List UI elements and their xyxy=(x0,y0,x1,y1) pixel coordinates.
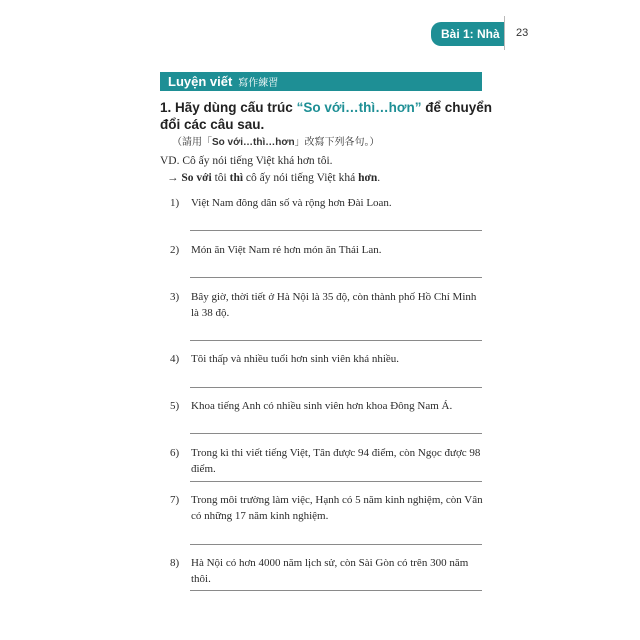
section-header xyxy=(160,72,482,91)
answer-line[interactable] xyxy=(190,590,482,591)
item-number: 1) xyxy=(170,197,180,209)
example-thi: thì xyxy=(229,172,244,184)
item-number: 8) xyxy=(170,557,180,569)
example-answer xyxy=(167,172,380,184)
example-so-voi: So với xyxy=(181,172,212,184)
task-number: 1. xyxy=(160,100,172,115)
item-number: 6) xyxy=(170,447,180,459)
item-text: Món ăn Việt Nam rẻ hơn món ăn Thái Lan. xyxy=(191,244,382,256)
item-text: Việt Nam đông dân số và rộng hơn Đài Loan. xyxy=(191,197,392,209)
answer-line[interactable] xyxy=(190,481,482,482)
item-text: Trong môi trường làm việc, Hạnh có 5 năm kinh nghiệm, còn Vân có những 17 năm kinh nghiệm. xyxy=(191,494,483,522)
task-structure: “So với…thì…hơn” xyxy=(296,100,422,115)
item-text: Hà Nội có hơn 4000 năm lịch sử, còn Sài Gòn có trên 300 năm thôi. xyxy=(191,557,469,585)
task-cn-prefix: （請用「 xyxy=(172,137,212,148)
item-text: Trong kì thi viết tiếng Việt, Tân được 94 điểm, còn Ngọc được 98 điểm. xyxy=(191,447,481,475)
example-end: . xyxy=(377,172,381,184)
task-prefix: Hãy dùng cấu trúc xyxy=(175,100,297,115)
section-subtitle: 寫作練習 xyxy=(238,78,279,89)
answer-line[interactable] xyxy=(190,277,482,278)
task-suffix: để chuyển đổi các câu sau. xyxy=(160,100,493,132)
answer-line[interactable] xyxy=(190,544,482,545)
page-edge-divider xyxy=(504,16,505,50)
example-mid-2: cô ấy nói tiếng Việt khá xyxy=(243,172,359,184)
item-number: 7) xyxy=(170,494,180,506)
item-number: 4) xyxy=(170,353,180,365)
example-arrow: → xyxy=(167,172,182,184)
example-hon: hơn xyxy=(358,172,378,184)
item-number: 2) xyxy=(170,244,180,256)
answer-line[interactable] xyxy=(190,433,482,434)
lesson-tab: Bài 1: Nhà ở xyxy=(431,22,504,46)
item-number: 3) xyxy=(170,291,180,303)
item-text: Khoa tiếng Anh có nhiều sinh viên hơn khoa Đông Nam Á. xyxy=(191,400,453,412)
item-text: Tôi thấp và nhiều tuổi hơn sinh viên khá nhiều. xyxy=(191,353,400,365)
item-text: Bây giờ, thời tiết ở Hà Nội là 35 độ, còn thành phố Hồ Chí Minh là 38 độ. xyxy=(191,291,477,319)
answer-line[interactable] xyxy=(190,387,482,388)
task-instruction xyxy=(160,99,500,133)
answer-line[interactable] xyxy=(190,230,482,231)
example-mid-1: tôi xyxy=(211,172,230,184)
example-sentence: VD. Cô ấy nói tiếng Việt khá hơn tôi. xyxy=(160,155,333,167)
item-number: 5) xyxy=(170,400,180,412)
task-instruction-chinese xyxy=(172,133,380,148)
section-title: Luyện viết xyxy=(168,74,233,89)
task-cn-structure: So với…thì…hơn xyxy=(212,137,295,148)
answer-line[interactable] xyxy=(190,340,482,341)
page-number: 23 xyxy=(516,27,529,39)
task-cn-suffix: 」改寫下列各句。） xyxy=(294,137,380,148)
